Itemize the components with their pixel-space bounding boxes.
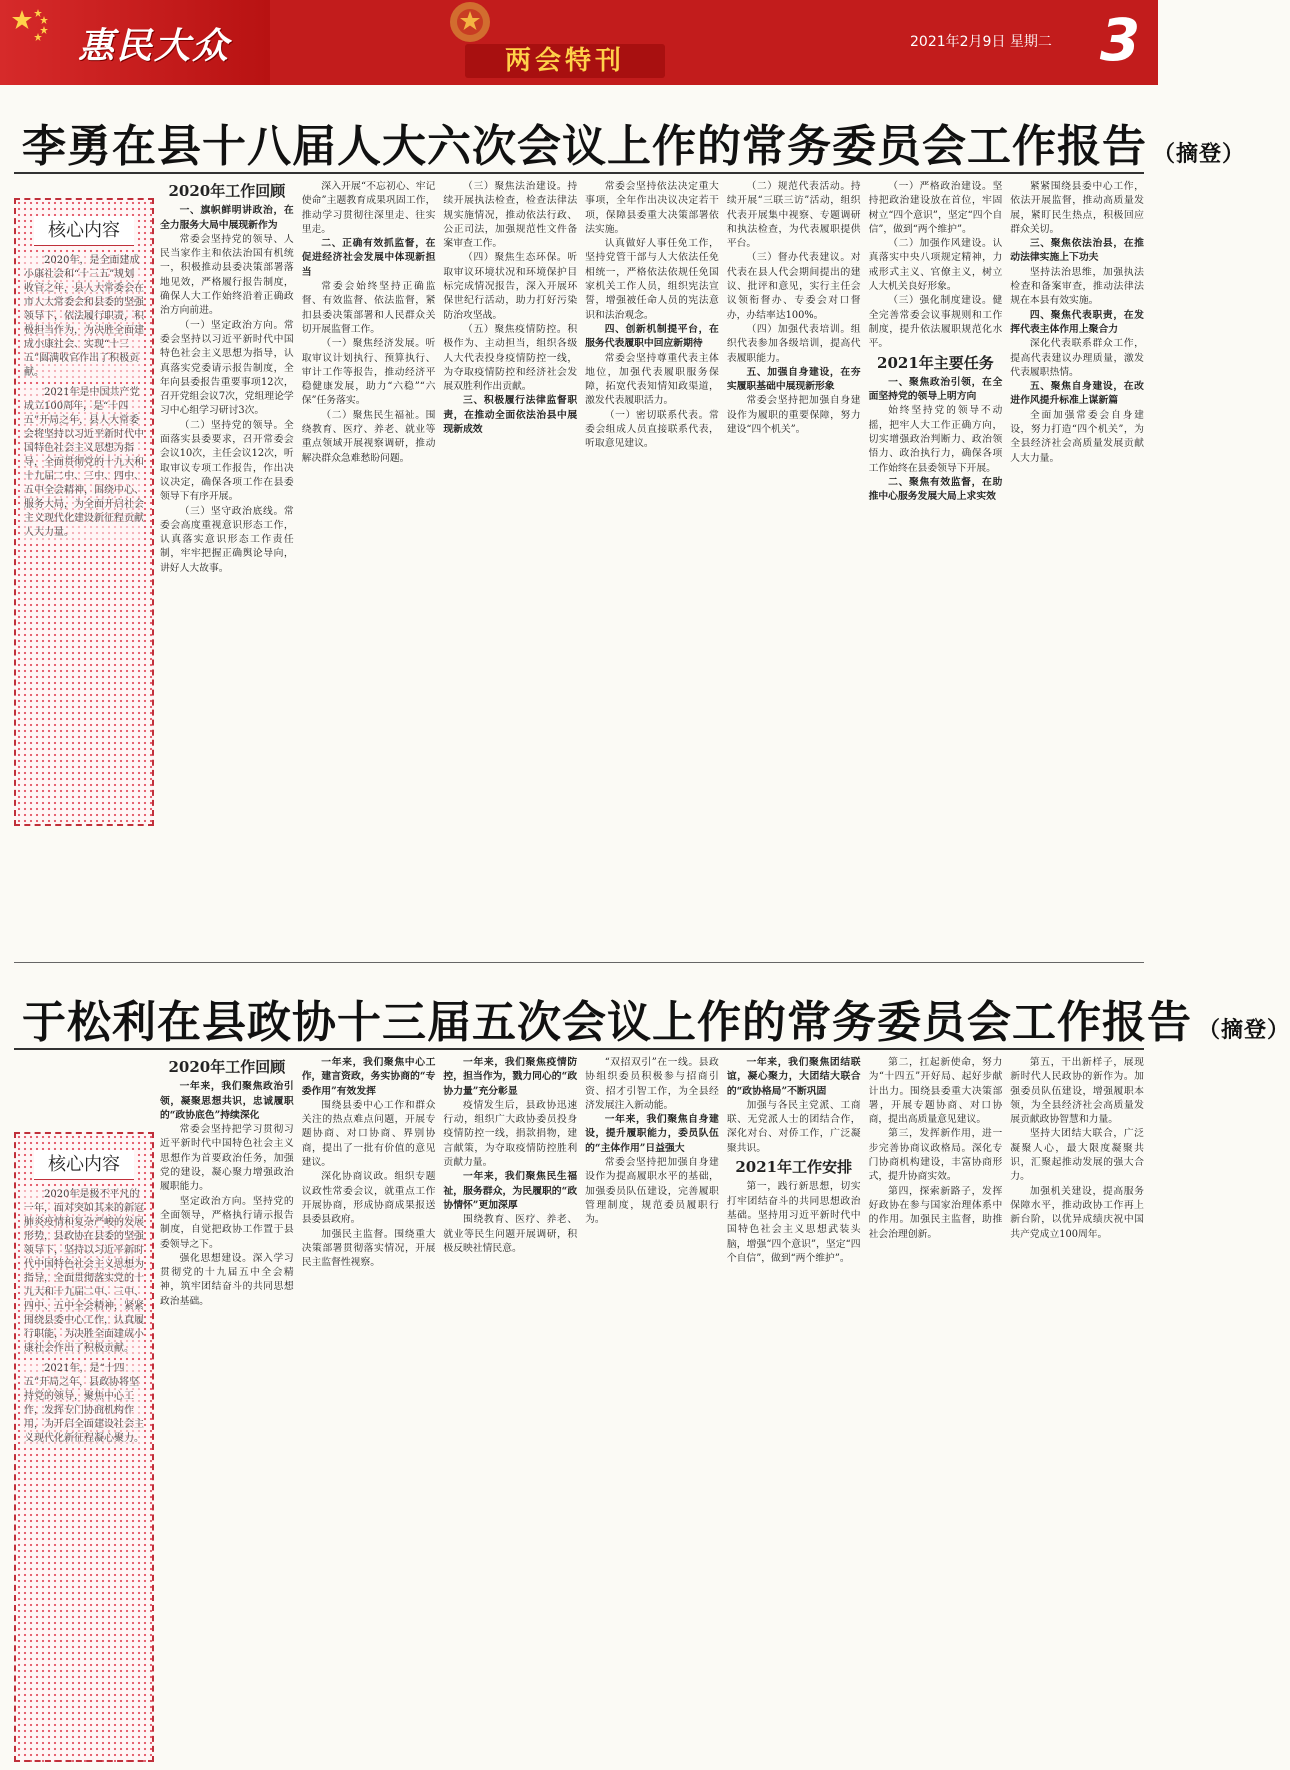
paragraph: 常委会始终坚持正确监督、有效监督、依法监督，紧扣县委决策部署和人民群众关切开展监督工作。 bbox=[301, 281, 436, 335]
masthead-banner bbox=[0, 0, 1158, 85]
section-badge: 两会特刊 bbox=[465, 44, 665, 78]
flag-stars-icon bbox=[8, 6, 68, 46]
paragraph: “双招双引”在一线。县政协组织委员积极参与招商引资、招才引智工作，为全县经济发展注入新动能。 bbox=[585, 1057, 719, 1111]
paragraph: 围绕教育、医疗、养老、就业等民生问题开展调研，积极反映社情民意。 bbox=[443, 1214, 578, 1254]
paragraph: 坚定政治方向。坚持党的全面领导，严格执行请示报告制度，自觉把政协工作置于县委领导之下。 bbox=[160, 1195, 294, 1250]
paragraph: 常委会坚持把加强自身建设作为履职的重要保障，努力建设“四个机关”。 bbox=[726, 395, 861, 436]
paragraph: 常委会坚持依法决定重大事项，全年作出决议决定若干项，保障县委重大决策部署依法实施。 bbox=[585, 181, 719, 235]
section-heading: 2021年主要任务 bbox=[877, 353, 994, 372]
paragraph: （二）加强作风建设。认真落实中央八项规定精神，力戒形式主义、官僚主义，树立人大机关良好形象。 bbox=[868, 238, 1003, 293]
paragraph: （三）坚守政治底线。常委会高度重视意识形态工作，认真落实意识形态工作责任制，牢牢把握正确舆论导向，讲好人大故事。 bbox=[160, 505, 294, 574]
headline-text: 于松利在县政协十三届五次会议上作的常务委员会工作报告 bbox=[22, 997, 1192, 1048]
text-column bbox=[869, 180, 1003, 830]
core-content-box bbox=[14, 1132, 154, 1762]
headline-text: 李勇在县十八届人大六次会议上作的常务委员会工作报告 bbox=[22, 121, 1147, 172]
text-column bbox=[302, 1056, 436, 1762]
paragraph: （二）规范代表活动。持续开展“三联三访”活动，组织代表开展集中视察、专题调研和执法检查，为代表履职提供平台。 bbox=[726, 181, 861, 250]
text-column bbox=[1010, 180, 1144, 830]
paragraph: （一）聚焦经济发展。听取审议计划执行、预算执行、审计工作等报告，推动经济平稳健康发展，助力“六稳”“六保”任务落实。 bbox=[301, 338, 436, 407]
paragraph: 三、积极履行法律监督职责，在推动全面依法治县中展现新成效 bbox=[443, 395, 578, 436]
divider bbox=[14, 172, 1144, 174]
article-columns bbox=[160, 180, 1144, 830]
text-column bbox=[585, 1056, 719, 1762]
text-column bbox=[585, 180, 719, 830]
paragraph: （二）聚焦民生福祉。围绕教育、医疗、养老、就业等重点领域开展视察调研，推动解决群众急难愁盼问题。 bbox=[301, 409, 436, 464]
paragraph: 二、正确有效抓监督，在促进经济社会发展中体现新担当 bbox=[301, 238, 436, 278]
section-heading: 2020年工作回顾 bbox=[168, 1058, 286, 1076]
paragraph: 五、加强自身建设，在夯实履职基础中展现新形象 bbox=[726, 366, 861, 393]
article-headline bbox=[22, 986, 1290, 1050]
paragraph: 深化协商议政。组织专题议政性常委会议，就重点工作开展协商，形成协商成果报送县委县政府。 bbox=[301, 1171, 436, 1226]
paragraph: 深化代表联系群众工作，提高代表建议办理质量，激发代表履职热情。 bbox=[1010, 338, 1144, 378]
section-heading: 2021年工作安排 bbox=[735, 1158, 853, 1177]
text-column bbox=[160, 1056, 294, 1762]
paragraph: 第五，干出新样子，展现新时代人民政协的新作为。加强委员队伍建设，增强履职本领，为全县经济社会高质量发展贡献政协智慧和力量。 bbox=[1010, 1057, 1144, 1126]
paragraph: （四）聚焦生态环保。听取审议环境状况和环境保护目标完成情况报告，深入开展环保世纪行活动，助力打好污染防治攻坚战。 bbox=[443, 252, 578, 321]
paragraph: 常委会坚持党的领导、人民当家作主和依法治国有机统一，积极推动县委决策部署落地见效，严格履行报告制度，确保人大工作始终沿着正确政治方向前进。 bbox=[160, 233, 294, 317]
paragraph: （五）聚焦疫情防控。积极作为、主动担当，组织各级人大代表投身疫情防控一线，为夺取疫情防控和经济社会发展双胜利作出贡献。 bbox=[443, 323, 578, 393]
article-columns bbox=[160, 1056, 1144, 1762]
paragraph: 一年来，我们聚焦民生福祉，服务群众，为民履职的“政协情怀”更加深厚 bbox=[443, 1171, 578, 1211]
paragraph: 第一，践行新思想，切实打牢团结奋斗的共同思想政治基础。坚持用习近平新时代中国特色社会主义思想武装头脑，增强“四个意识”，坚定“四个自信”，做到“两个维护”。 bbox=[726, 1181, 861, 1264]
core-paragraph: 2020年，是全面建成小康社会和“十三五”规划收官之年，县人大常委会在市人大常委会和县委的坚强领导下，依法履行职责，积极担当作为，为决胜全面建成小康社会、实现“十三五”圆满收官作出了积极贡献。 bbox=[24, 255, 144, 378]
paragraph: 围绕县委中心工作和群众关注的热点难点问题，开展专题协商、对口协商、界别协商，提出了一批有价值的意见建议。 bbox=[301, 1099, 436, 1169]
paragraph: （二）坚持党的领导。全面落实县委要求，召开常委会会议10次，主任会议12次，听取审议专项工作报告，作出决议决定，确保各项工作在县委领导下有序开展。 bbox=[160, 419, 294, 503]
page-number: 3 bbox=[1099, 6, 1141, 74]
paragraph: 一年来，我们聚焦疫情防控，担当作为，戮力同心的“政协力量”充分彰显 bbox=[443, 1057, 578, 1097]
text-column bbox=[869, 1056, 1003, 1762]
core-content-title: 核心内容 bbox=[34, 1150, 134, 1180]
paragraph: 疫情发生后，县政协迅速行动，组织广大政协委员投身疫情防控一线，捐款捐物，建言献策，为夺取疫情防控胜利贡献力量。 bbox=[443, 1099, 578, 1169]
paragraph: 四、创新机制提平台，在服务代表履职中回应新期待 bbox=[585, 323, 719, 350]
paragraph: 全面加强常委会自身建设，努力打造“四个机关”，为全县经济社会高质量发展贡献人大力量。 bbox=[1010, 409, 1144, 464]
paragraph: 一、旗帜鲜明讲政治，在全力服务大局中展现新作为 bbox=[160, 205, 294, 231]
text-column bbox=[727, 180, 861, 830]
core-paragraph: 2020年是极不平凡的一年，面对突如其来的新冠肺炎疫情和复杂严峻的发展形势，县政协在县委的坚强领导下，坚持以习近平新时代中国特色社会主义思想为指导，全面贯彻落实党的十九大和十九届二中、三中、四中、五中全会精神，紧紧围绕县委中心工作，认真履行职能，为决胜全面建成小康社会作出了积极贡献。 bbox=[24, 1189, 144, 1354]
paragraph: 一年来，我们聚焦自身建设，提升履职能力，委员队伍的“主体作用”日益强大 bbox=[585, 1114, 719, 1154]
logo-block bbox=[0, 0, 270, 85]
core-content-title: 核心内容 bbox=[34, 216, 134, 246]
paragraph: 始终坚持党的领导不动摇，把牢人大工作正确方向，切实增强政治判断力、政治领悟力、政治执行力，确保各项工作始终在县委领导下开展。 bbox=[868, 405, 1003, 474]
abridged-note: （摘登） bbox=[1153, 142, 1246, 167]
text-column bbox=[302, 180, 436, 830]
section-heading: 2020年工作回顾 bbox=[168, 182, 286, 200]
masthead-logo: 惠民大众 bbox=[78, 25, 231, 67]
paragraph: 二、聚焦有效监督，在助推中心服务发展大局上求实效 bbox=[868, 476, 1003, 503]
paragraph: （三）聚焦法治建设。持续开展执法检查，检查法律法规实施情况，推动依法行政、公正司法，加强规范性文件备案审查工作。 bbox=[443, 181, 578, 250]
paragraph: （一）严格政治建设。坚持把政治建设放在首位，牢固树立“四个意识”，坚定“四个自信”，做到“两个维护”。 bbox=[868, 181, 1003, 235]
paragraph: 深入开展“不忘初心、牢记使命”主题教育成果巩固工作，推动学习贯彻往深里走、往实里走。 bbox=[301, 181, 436, 235]
paragraph: 常委会坚持尊重代表主体地位，加强代表履职服务保障，拓宽代表知情知政渠道，激发代表履职活力。 bbox=[585, 352, 719, 407]
paragraph: 一年来，我们聚焦中心工作，建言资政，务实协商的“专委作用”有效发挥 bbox=[301, 1057, 436, 1097]
paragraph: 坚持大团结大联合，广泛凝聚人心，最大限度凝聚共识，汇聚起推动发展的强大合力。 bbox=[1010, 1128, 1144, 1183]
text-column bbox=[160, 180, 294, 830]
paragraph: 一、聚焦政治引领，在全面坚持党的领导上明方向 bbox=[868, 376, 1003, 403]
core-paragraph: 2021年，是“十四五”开局之年，县政协将坚持党的领导，聚焦中心工作，发挥专门协商机构作用，为开启全面建设社会主义现代化新征程凝心聚力。 bbox=[24, 1363, 144, 1444]
core-content-body bbox=[16, 1188, 152, 1446]
paragraph: 第三，发挥新作用，进一步完善协商议政格局。深化专门协商机构建设，丰富协商形式，提升协商实效。 bbox=[868, 1128, 1003, 1183]
paragraph: （三）督办代表建议。对代表在县人代会期间提出的建议、批评和意见，实行主任会议领衔督办、专委会对口督办，办结率达100%。 bbox=[726, 252, 861, 321]
paragraph: 三、聚焦依法治县，在推动法律实施上下功夫 bbox=[1010, 238, 1144, 264]
paragraph: （三）强化制度建设。健全完善常委会议事规则和工作制度，提升依法履职规范化水平。 bbox=[868, 295, 1003, 350]
paragraph: 常委会坚持把学习贯彻习近平新时代中国特色社会主义思想作为首要政治任务，加强党的建设，凝心聚力增强政治履职能力。 bbox=[160, 1124, 294, 1193]
paragraph: 加强与各民主党派、工商联、无党派人士的团结合作，深化对台、对侨工作，广泛凝聚共识。 bbox=[726, 1099, 861, 1154]
paragraph: 加强机关建设，提高服务保障水平，推动政协工作再上新台阶，以优异成绩庆祝中国共产党成立100周年。 bbox=[1010, 1185, 1144, 1240]
paragraph: 坚持法治思维，加强执法检查和备案审查，推动法律法规在本县有效实施。 bbox=[1010, 266, 1144, 307]
text-column bbox=[1010, 1056, 1144, 1762]
text-column bbox=[443, 1056, 577, 1762]
paragraph: （一）坚定政治方向。常委会坚持以习近平新时代中国特色社会主义思想为指导，认真落实党委请示报告制度，全年向县委报告重要事项12次，召开党组会议7次，党组理论学习中心组学习研讨3次。 bbox=[160, 319, 294, 417]
core-content-body bbox=[16, 254, 152, 540]
article-separator bbox=[14, 962, 1144, 963]
paragraph: 四、聚焦代表职责，在发挥代表主体作用上聚合力 bbox=[1010, 309, 1144, 335]
abridged-note: （摘登） bbox=[1198, 1018, 1290, 1043]
paragraph: 认真做好人事任免工作，坚持党管干部与人大依法任免相统一，严格依法依规任免国家机关工作人员，组织宪法宣誓，增强被任命人员的宪法意识和法治观念。 bbox=[585, 238, 719, 321]
paragraph: 加强民主监督。围绕重大决策部署贯彻落实情况，开展民主监督性视察。 bbox=[301, 1228, 436, 1269]
divider bbox=[14, 1048, 1144, 1050]
issue-date: 2021年2月9日 星期二 bbox=[910, 34, 1052, 50]
article-headline bbox=[22, 110, 1245, 174]
paragraph: 一年来，我们聚焦团结联谊，凝心聚力，大团结大联合的“政协格局”不断巩固 bbox=[726, 1057, 861, 1097]
paragraph: 紧紧围绕县委中心工作，依法开展监督，推动高质量发展，紧盯民生热点，积极回应群众关切。 bbox=[1010, 181, 1144, 235]
text-column bbox=[443, 180, 577, 830]
core-content-box bbox=[14, 198, 154, 826]
paragraph: 第二，扛起新使命，努力为“十四五”开好局、起好步献计出力。围绕县委重大决策部署，开展专题协商、对口协商，提出高质量意见建议。 bbox=[868, 1057, 1003, 1126]
text-column bbox=[727, 1056, 861, 1762]
paragraph: （四）加强代表培训。组织代表参加各级培训，提高代表履职能力。 bbox=[726, 323, 861, 364]
paragraph: 一年来，我们聚焦政治引领，凝聚思想共识，忠诚履职的“政协底色”持续深化 bbox=[160, 1081, 294, 1121]
core-paragraph: 2021年是中国共产党成立100周年，是“十四五”开局之年，县人大常委会将坚持以习近平新时代中国特色社会主义思想为指导，全面贯彻党的十九大和十九届二中、三中、四中、五中全会精神，围绕中心、服务大局，为全面开启社会主义现代化建设新征程贡献人大力量。 bbox=[24, 387, 144, 538]
paragraph: 五、聚焦自身建设，在改进作风提升标准上谋新篇 bbox=[1010, 381, 1144, 407]
paragraph: 强化思想建设。深入学习贯彻党的十九届五中全会精神，筑牢团结奋斗的共同思想政治基础。 bbox=[160, 1252, 294, 1307]
paragraph: 第四，探索新路子，发挥好政协在参与国家治理体系中的作用。加强民主监督，助推社会治理创新。 bbox=[868, 1185, 1003, 1240]
paragraph: （一）密切联系代表。常委会组成人员直接联系代表，听取意见建议。 bbox=[585, 409, 719, 450]
paragraph: 常委会坚持把加强自身建设作为提高履职水平的基础，加强委员队伍建设，完善履职管理制度，规范委员履职行为。 bbox=[585, 1157, 719, 1226]
